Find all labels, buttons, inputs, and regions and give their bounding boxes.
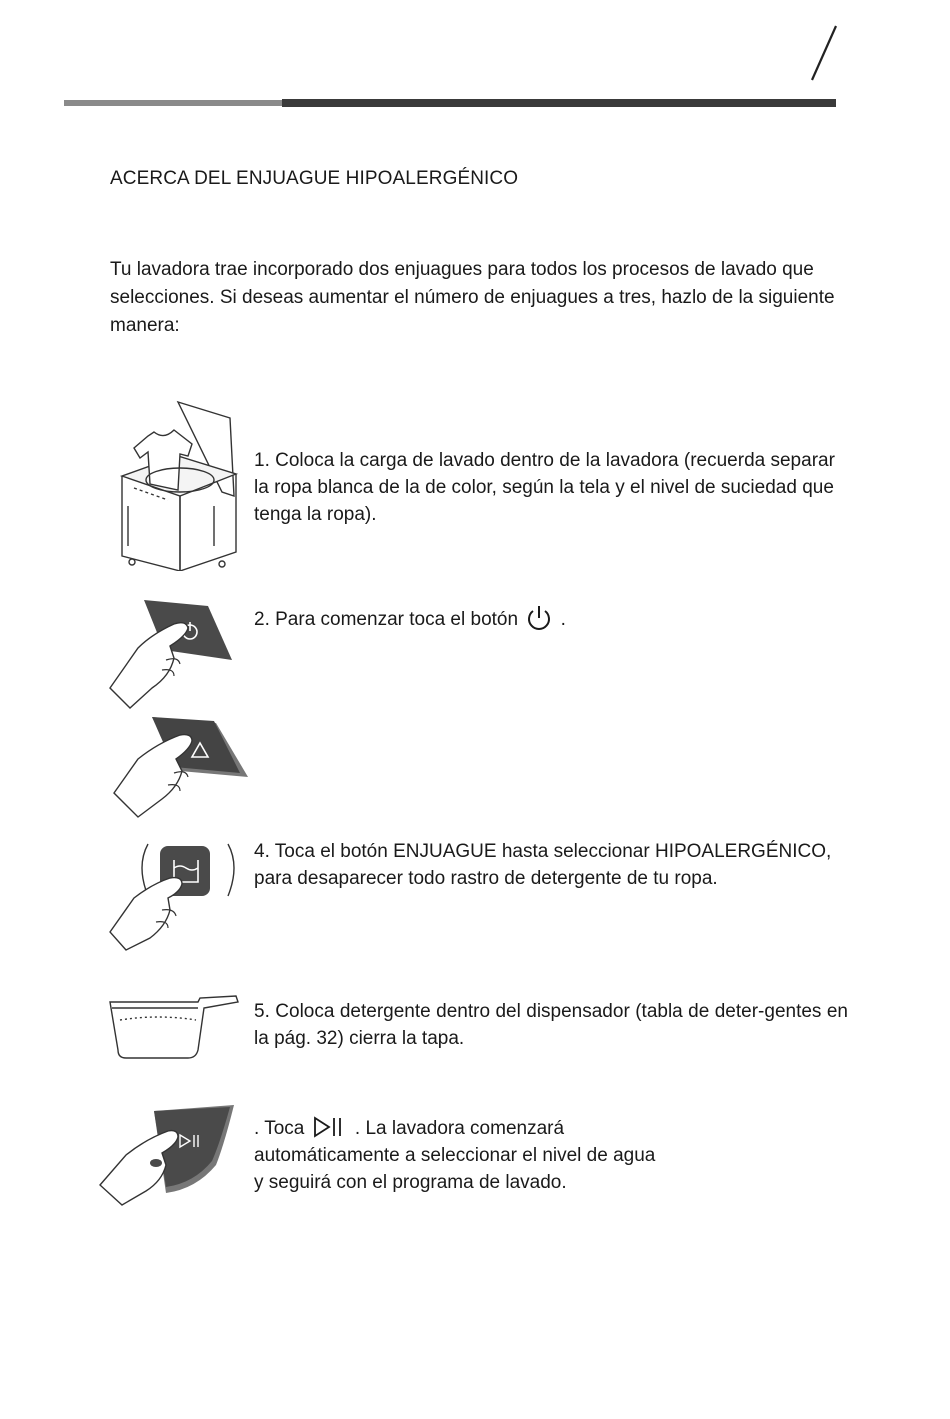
- step-4-text: 4. Toca el botón ENJUAGUE hasta seleccionar HIPOALERGÉNICO, para desaparecer todo rastro de detergente de tu ropa.: [254, 841, 832, 889]
- play-pause-button-icon: [96, 1105, 236, 1209]
- step-2-text-before: 2. Para comenzar toca el botón: [254, 609, 519, 630]
- step-2-text-after: .: [560, 609, 566, 630]
- power-inline-icon: [525, 604, 553, 632]
- step-2-text: [254, 606, 854, 633]
- header-rule-light: [64, 100, 282, 106]
- up-arrow-button-icon: [108, 715, 250, 819]
- rinse-button-icon: [104, 836, 236, 951]
- step-6-text: [254, 1115, 734, 1196]
- intro-paragraph: Tu lavadora trae incorporado dos enjuagues para todos los procesos de lavado que selecciones. Si deseas aumentar el número de enjuagues a tres, hazlo de la siguiente manera:: [110, 259, 835, 336]
- step-5-text: 5. Coloca detergente dentro del dispensador (tabla de deter-gentes en la pág. 32) cierra la tapa.: [254, 1001, 848, 1049]
- step-1-text: 1. Coloca la carga de lavado dentro de la lavadora (recuerda separar la ropa blanca de la de color, según la tela y el nivel de suciedad que tenga la ropa).: [254, 450, 835, 525]
- header-slash-mark: [806, 22, 846, 84]
- play-pause-inline-icon: [312, 1115, 348, 1139]
- step-6-text-before: . Toca: [254, 1118, 305, 1139]
- step-6-line-1: [254, 1115, 734, 1142]
- step-6-line-2: automáticamente a seleccionar el nivel de agua: [254, 1145, 656, 1166]
- step-6-text-after: . La lavadora comenzará: [354, 1118, 565, 1139]
- step-6-line-3: y seguirá con el programa de lavado.: [254, 1172, 567, 1193]
- section-title: ACERCA DEL ENJUAGUE HIPOALERGÉNICO: [110, 168, 519, 189]
- header-rule-dark: [282, 99, 836, 107]
- detergent-tray-icon: [108, 990, 240, 1060]
- power-button-icon: [104, 598, 234, 713]
- washer-with-shirt-icon: [118, 396, 248, 571]
